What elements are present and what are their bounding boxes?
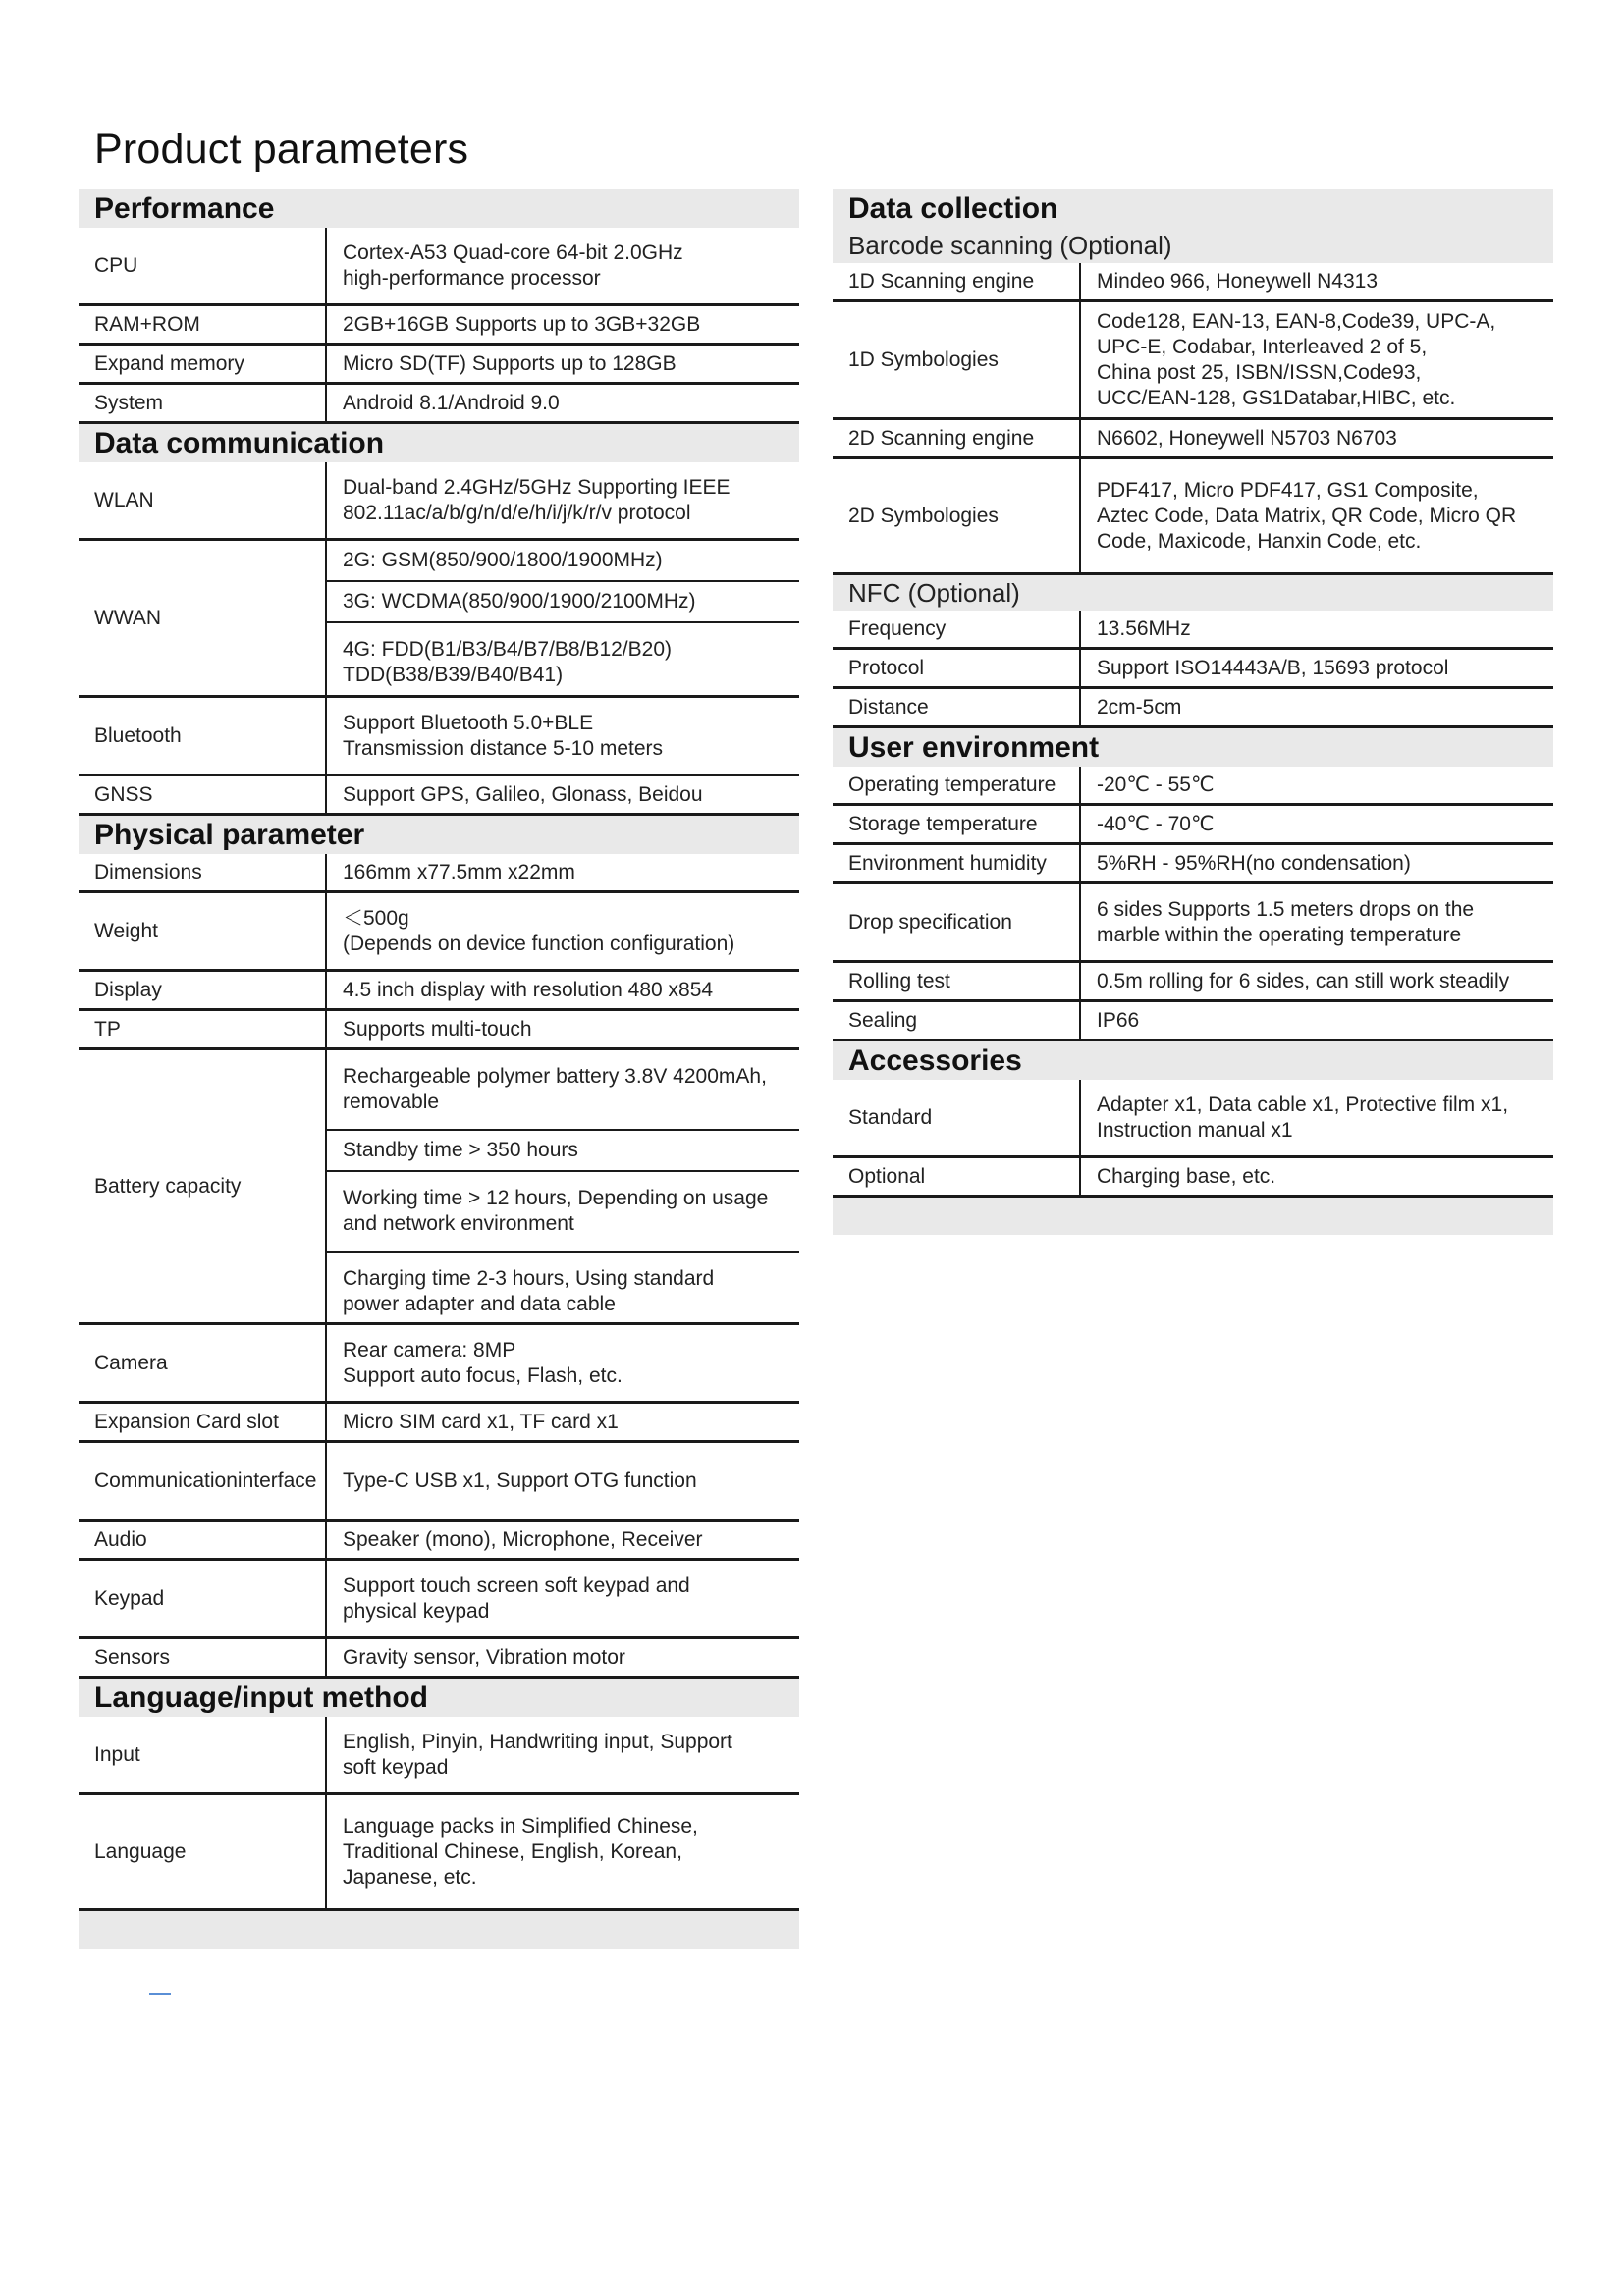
spec-row-keypad (79, 1561, 799, 1639)
spec-value (327, 854, 799, 890)
spec-label: Expand memory (79, 346, 327, 382)
section-heading-data-collection: Data collection (833, 189, 1553, 228)
spec-value (327, 1795, 799, 1908)
spec-value-line: 3G: WCDMA(850/900/1900/2100MHz) (327, 580, 799, 621)
spec-value (1081, 1158, 1553, 1195)
spec-row-distance (833, 689, 1553, 728)
spec-label: 2D Symbologies (833, 459, 1081, 572)
spec-value-line: 13.56MHz (1097, 616, 1191, 640)
spec-row-protocol (833, 650, 1553, 689)
spec-value-line: 5%RH - 95%RH(no condensation) (1097, 851, 1411, 875)
spec-value-line: Rear camera: 8MP Support auto focus, Flash, etc. (343, 1338, 623, 1387)
spec-label: Camera (79, 1325, 327, 1401)
spec-value-line: Standby time > 350 hours (327, 1129, 799, 1170)
spec-value-line: 0.5m rolling for 6 sides, can still work steadily (1097, 969, 1510, 992)
spec-row-storage-temperature (833, 806, 1553, 845)
spec-label: Rolling test (833, 963, 1081, 999)
spec-value (1081, 884, 1553, 960)
spec-value (327, 346, 799, 382)
spec-label: 2D Scanning engine (833, 420, 1081, 456)
spec-row-expand-memory (79, 346, 799, 385)
table-footer-band (833, 1198, 1553, 1235)
spec-label: RAM+ROM (79, 306, 327, 343)
spec-row-system (79, 385, 799, 424)
spec-value-line: -40℃ - 70℃ (1097, 812, 1215, 835)
spec-label: Storage temperature (833, 806, 1081, 842)
spec-label: Sealing (833, 1002, 1081, 1039)
spec-value-line: Support touch screen soft keypad and physical keypad (343, 1574, 690, 1623)
spec-label: Sensors (79, 1639, 327, 1676)
left-spec-table (79, 189, 799, 1949)
spec-value (327, 698, 799, 774)
spec-row-2d-scanning-engine (833, 420, 1553, 459)
spec-value-line: -20℃ - 55℃ (1097, 773, 1215, 796)
spec-value-line: 166mm x77.5mm x22mm (343, 860, 575, 883)
spec-value-line: Supports multi-touch (343, 1017, 532, 1041)
spec-value (327, 1522, 799, 1558)
spec-label: 1D Symbologies (833, 302, 1081, 417)
subsection-heading-nfc-optional: NFC (Optional) (833, 575, 1553, 611)
spec-row-standard (833, 1080, 1553, 1158)
spec-row-cpu (79, 228, 799, 306)
spec-row-display (79, 972, 799, 1011)
spec-value-line: IP66 (1097, 1008, 1140, 1032)
spec-row-frequency (833, 611, 1553, 650)
spec-row-drop-specification (833, 884, 1553, 963)
spec-value-line: N6602, Honeywell N5703 N6703 (1097, 426, 1397, 450)
spec-value (1081, 689, 1553, 725)
spec-value-line: 2cm-5cm (1097, 695, 1182, 719)
spec-value-line: Charging base, etc. (1097, 1164, 1276, 1188)
right-spec-table (833, 189, 1553, 1235)
spec-value (327, 1404, 799, 1440)
spec-row-operating-temperature (833, 767, 1553, 806)
spec-value-line: 2GB+16GB Supports up to 3GB+32GB (343, 312, 701, 336)
section-heading-performance: Performance (79, 189, 799, 228)
spec-row-audio (79, 1522, 799, 1561)
spec-value-line: 6 sides Supports 1.5 meters drops on the marble within the operating temperature (1097, 897, 1475, 946)
spec-value-line: Support GPS, Galileo, Glonass, Beidou (343, 782, 703, 806)
spec-label: Distance (833, 689, 1081, 725)
spec-value-line: Code128, EAN-13, EAN-8,Code39, UPC-A, UPC-E, Codabar, Interleaved 2 of 5, China post 25, ISBN/ISSN,Code93, UCC/EAN-128, GS1Databar,HIBC, etc. (1097, 309, 1496, 409)
spec-label: Input (79, 1717, 327, 1792)
spec-value-line: Speaker (mono), Microphone, Receiver (343, 1527, 703, 1551)
spec-value (1081, 459, 1553, 572)
spec-label: Operating temperature (833, 767, 1081, 803)
spec-value (327, 776, 799, 813)
spec-value-line: Type-C USB x1, Support OTG function (343, 1468, 697, 1492)
spec-label: Audio (79, 1522, 327, 1558)
spec-value-line: Language packs in Simplified Chinese, Traditional Chinese, English, Korean, Japanese, etc. (343, 1814, 698, 1889)
spec-row-expansion-card-slot (79, 1404, 799, 1443)
spec-value (1081, 650, 1553, 686)
spec-row-1d-scanning-engine (833, 263, 1553, 302)
spec-value-line: 4.5 inch display with resolution 480 x854 (343, 978, 714, 1001)
spec-label: Communicationinterface (79, 1443, 327, 1519)
spec-label: Weight (79, 893, 327, 969)
spec-row-communication-interface (79, 1443, 799, 1522)
spec-value (1081, 263, 1553, 299)
spec-value-line: ＜500g (Depends on device function configuration) (343, 906, 735, 955)
spec-value (327, 1050, 799, 1322)
page-title: Product parameters (94, 126, 469, 173)
spec-value-line: Support Bluetooth 5.0+BLE Transmission distance 5-10 meters (343, 711, 664, 760)
spec-value-line: English, Pinyin, Handwriting input, Support soft keypad (343, 1730, 732, 1779)
spec-value-line: Android 8.1/Android 9.0 (343, 391, 560, 414)
spec-value-line: Micro SIM card x1, TF card x1 (343, 1410, 619, 1433)
spec-label: 1D Scanning engine (833, 263, 1081, 299)
spec-value (327, 385, 799, 421)
spec-value (1081, 963, 1553, 999)
section-heading-physical-parameter: Physical parameter (79, 816, 799, 854)
spec-value (1081, 767, 1553, 803)
section-heading-accessories: Accessories (833, 1041, 1553, 1080)
spec-row-camera (79, 1325, 799, 1404)
spec-value-line: PDF417, Micro PDF417, GS1 Composite, Aztec Code, Data Matrix, QR Code, Micro QR Code, Maxicode, Hanxin Code, etc. (1097, 478, 1517, 553)
spec-value-line: Support ISO14443A/B, 15693 protocol (1097, 656, 1449, 679)
spec-value (327, 1325, 799, 1401)
spec-row-battery-capacity (79, 1050, 799, 1325)
table-footer-band (79, 1911, 799, 1949)
spec-value-line: Mindeo 966, Honeywell N4313 (1097, 269, 1379, 293)
spec-label: TP (79, 1011, 327, 1047)
spec-row-wlan (79, 462, 799, 541)
spec-value (327, 893, 799, 969)
spec-value (327, 1717, 799, 1792)
spec-row-optional (833, 1158, 1553, 1198)
spec-row-input (79, 1717, 799, 1795)
spec-label: Expansion Card slot (79, 1404, 327, 1440)
spec-value (1081, 420, 1553, 456)
spec-label: Drop specification (833, 884, 1081, 960)
spec-row-language (79, 1795, 799, 1911)
spec-label: GNSS (79, 776, 327, 813)
spec-value-line: Working time > 12 hours, Depending on usage and network environment (327, 1170, 799, 1251)
spec-value (1081, 611, 1553, 647)
spec-row-2d-symbologies (833, 459, 1553, 575)
spec-label: Protocol (833, 650, 1081, 686)
spec-row-ram-rom (79, 306, 799, 346)
spec-row-sealing (833, 1002, 1553, 1041)
spec-value (327, 1443, 799, 1519)
spec-row-sensors (79, 1639, 799, 1679)
spec-value (327, 462, 799, 538)
section-heading-data-communication: Data communication (79, 424, 799, 462)
spec-row-rolling-test (833, 963, 1553, 1002)
spec-row-tp (79, 1011, 799, 1050)
spec-row-1d-symbologies (833, 302, 1553, 420)
spec-label: Bluetooth (79, 698, 327, 774)
spec-value-line: 2G: GSM(850/900/1800/1900MHz) (343, 549, 663, 571)
spec-row-bluetooth (79, 698, 799, 776)
spec-value-line: Gravity sensor, Vibration motor (343, 1645, 625, 1669)
spec-label: CPU (79, 228, 327, 303)
spec-label: Battery capacity (79, 1050, 327, 1322)
spec-value (327, 972, 799, 1008)
spec-label: Environment humidity (833, 845, 1081, 881)
spec-label: Display (79, 972, 327, 1008)
spec-row-dimensions (79, 854, 799, 893)
spec-value-line: Cortex-A53 Quad-core 64-bit 2.0GHz high-performance processor (343, 240, 683, 290)
spec-value (327, 1561, 799, 1636)
spec-label: Dimensions (79, 854, 327, 890)
section-heading-language-input-method: Language/input method (79, 1679, 799, 1717)
spec-label: Optional (833, 1158, 1081, 1195)
section-heading-user-environment: User environment (833, 728, 1553, 767)
spec-value (327, 1639, 799, 1676)
spec-value-line: Rechargeable polymer battery 3.8V 4200mAh, removable (343, 1065, 767, 1113)
spec-label: WWAN (79, 541, 327, 695)
spec-value (327, 228, 799, 303)
spec-label: WLAN (79, 462, 327, 538)
spec-value (1081, 845, 1553, 881)
spec-value-line: 4G: FDD(B1/B3/B4/B7/B8/B12/B20) TDD(B38/B39/B40/B41) (327, 621, 799, 702)
spec-label: Frequency (833, 611, 1081, 647)
spec-value (327, 1011, 799, 1047)
spec-value (1081, 302, 1553, 417)
spec-row-environment-humidity (833, 845, 1553, 884)
spec-value (1081, 1002, 1553, 1039)
spec-row-weight (79, 893, 799, 972)
subsection-heading-barcode-scanning-optional: Barcode scanning (Optional) (833, 228, 1553, 263)
spec-label: Language (79, 1795, 327, 1908)
spec-label: Keypad (79, 1561, 327, 1636)
decorative-mark (149, 1993, 171, 1995)
spec-value-line: Micro SD(TF) Supports up to 128GB (343, 351, 677, 375)
spec-value (327, 306, 799, 343)
spec-value (1081, 806, 1553, 842)
spec-value (1081, 1080, 1553, 1155)
spec-value-line: Adapter x1, Data cable x1, Protective film x1, Instruction manual x1 (1097, 1093, 1509, 1142)
spec-row-gnss (79, 776, 799, 816)
spec-value (327, 541, 799, 695)
spec-row-wwan (79, 541, 799, 698)
spec-label: Standard (833, 1080, 1081, 1155)
spec-value-line: Dual-band 2.4GHz/5GHz Supporting IEEE 802.11ac/a/b/g/n/d/e/h/i/j/k/r/v protocol (343, 475, 731, 524)
spec-label: System (79, 385, 327, 421)
spec-value-line: Charging time 2-3 hours, Using standard power adapter and data cable (327, 1251, 799, 1331)
